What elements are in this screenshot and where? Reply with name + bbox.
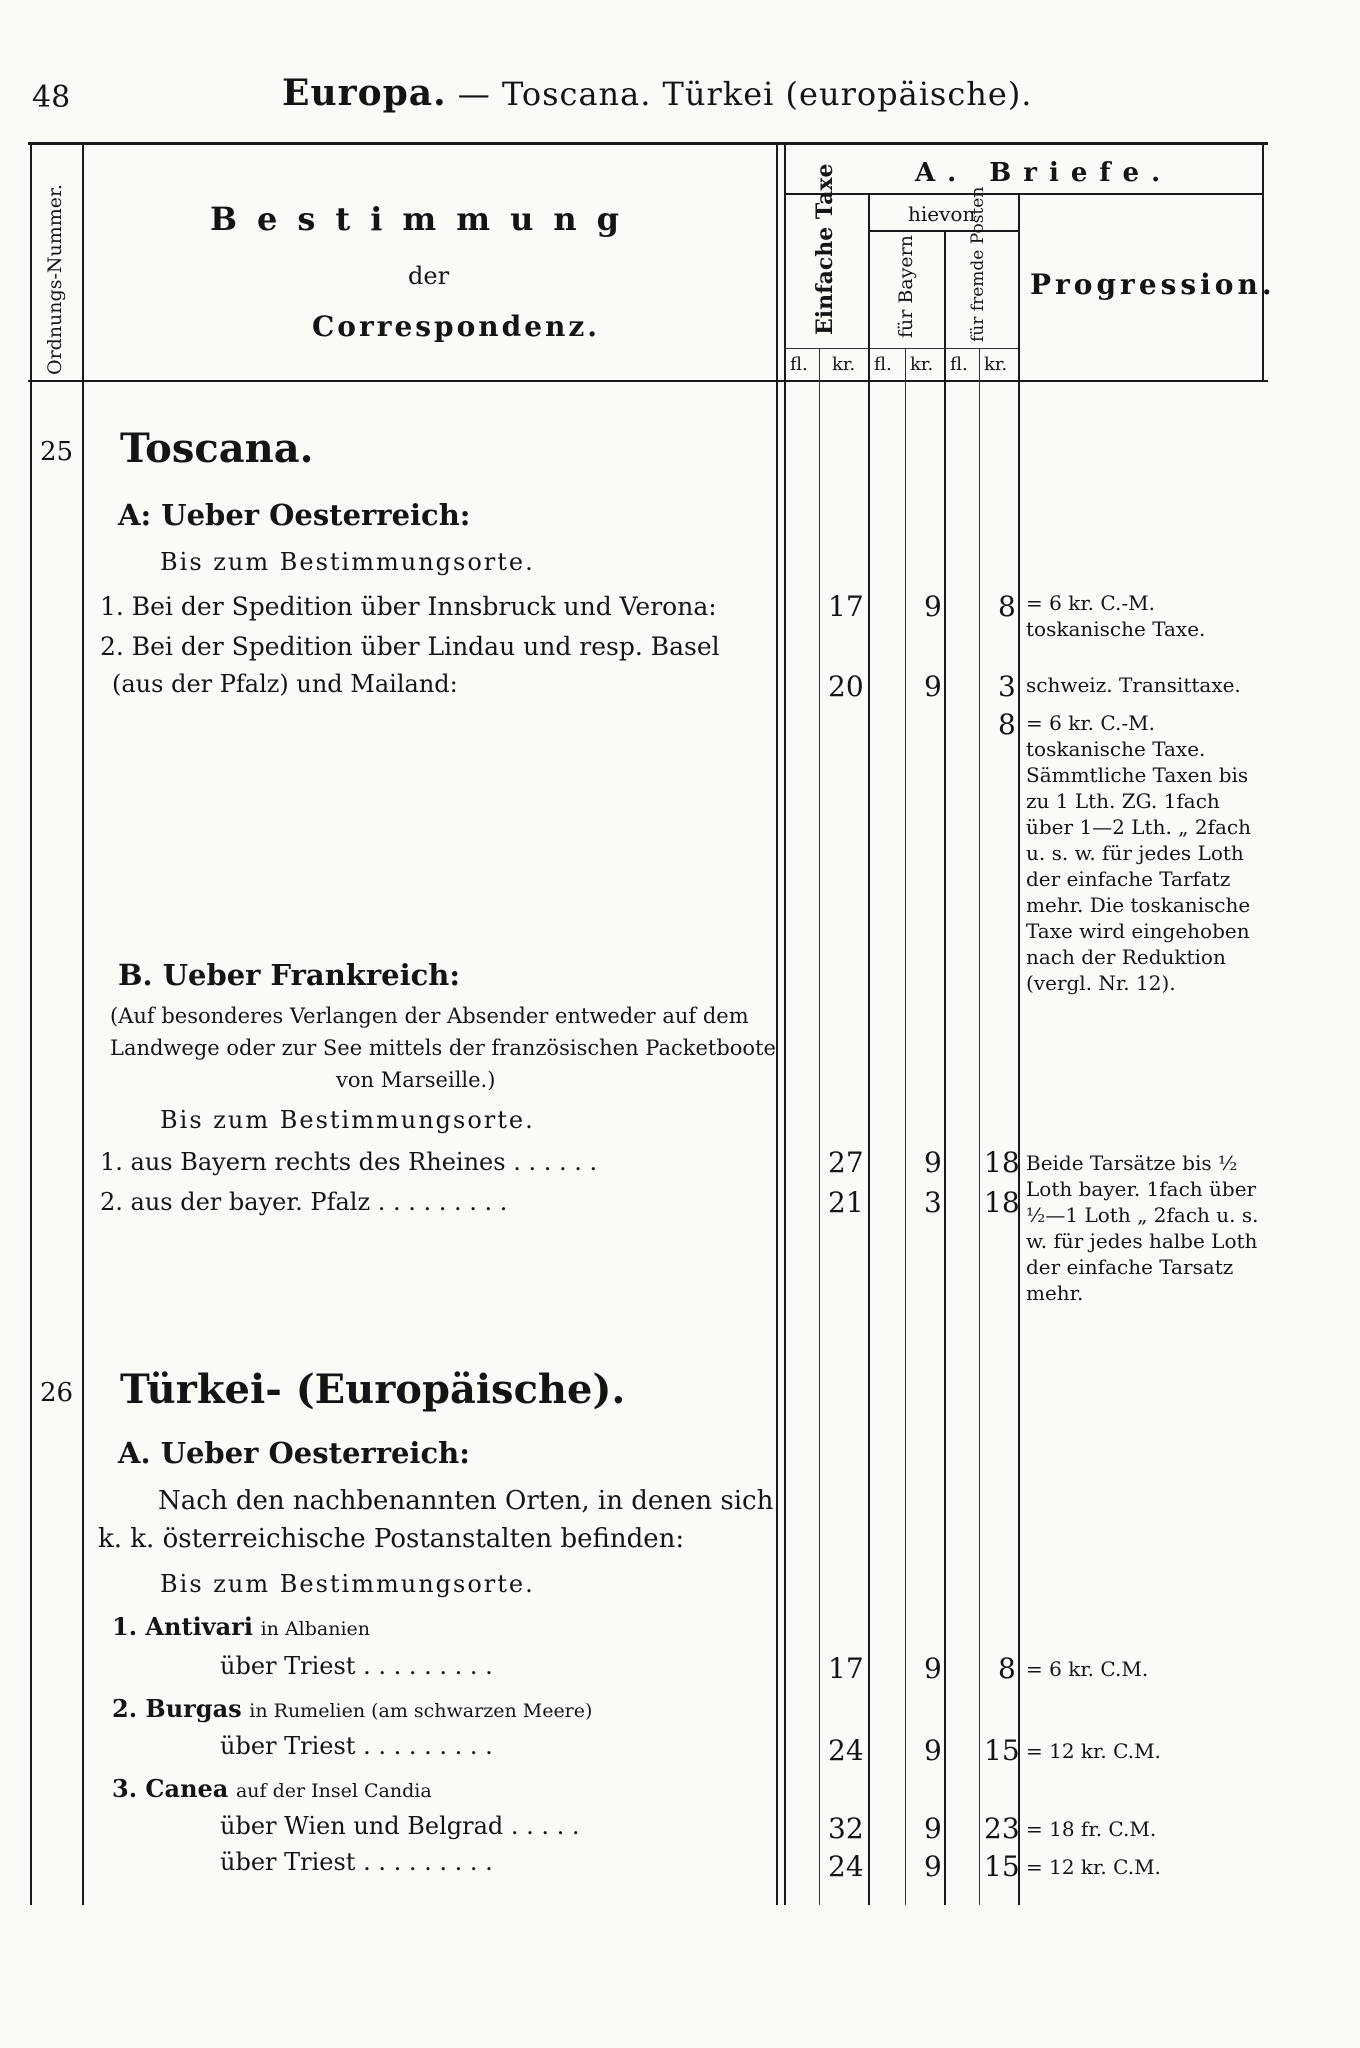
bayern-value: 9	[924, 1850, 942, 1883]
section-heading: B. Ueber Frankreich:	[118, 958, 461, 992]
einfache-taxe-header: Einfache Taxe	[812, 163, 838, 335]
fremde-value: 18	[984, 1146, 1020, 1179]
section-intro: Nach den nachbenannten Orten, in denen sich	[158, 1486, 774, 1516]
entry-number: 25	[40, 437, 74, 467]
fuer-bayern-header: für Bayern	[895, 235, 917, 338]
briefe-rule	[784, 193, 1264, 195]
place-name-text: 1. Antivari	[112, 1612, 253, 1641]
section-note: von Marseille.)	[336, 1068, 496, 1092]
running-head-rest: — Toscana. Türkei (europäische).	[457, 75, 1033, 113]
hievon-rule	[868, 230, 1018, 232]
der-header: der	[408, 262, 450, 290]
section-note: (Auf besonderes Verlangen der Absender entweder auf dem	[110, 1004, 749, 1028]
units-rule	[784, 348, 1018, 349]
fremde-value: 18	[984, 1186, 1020, 1219]
route-label: 2. Bei der Spedition über Lindau und resp. Basel	[100, 632, 720, 661]
bis-zum-bestimmungsorte: Bis zum Bestimmungsorte.	[160, 1106, 535, 1134]
entry-title: Türkei- (Europäische).	[120, 1366, 626, 1413]
ordnungs-nummer-header: Ordnungs-Nummer.	[44, 183, 66, 375]
place-region: in Albanien	[260, 1618, 371, 1640]
einfache-border	[868, 195, 870, 1905]
einfache-taxe-value: 32	[828, 1812, 864, 1845]
section-heading: A. Ueber Oesterreich:	[118, 1436, 470, 1470]
progression-note: = 18 fr. C.M.	[1026, 1817, 1157, 1841]
route-via: über Triest . . . . . . . . .	[220, 1848, 493, 1876]
route-label: 1. aus Bayern rechts des Rheines . . . . . .	[100, 1148, 598, 1176]
running-head	[282, 72, 1032, 114]
fremde-value: 15	[984, 1850, 1020, 1883]
progression-note: Beide Tarsätze bis ½ Loth bayer. 1fach über ½—1 Loth „ 2fach u. s. w. für jedes halbe Loth der einfache Tarsatz mehr.	[1026, 1151, 1259, 1305]
unit-fl: fl.	[790, 354, 808, 375]
bis-zum-bestimmungsorte: Bis zum Bestimmungsorte.	[160, 548, 535, 576]
route-via: über Wien und Belgrad . . . . .	[220, 1812, 580, 1840]
route-label: 2. aus der bayer. Pfalz . . . . . . . . .	[100, 1188, 508, 1216]
desc-col-border-2	[784, 145, 786, 1905]
einfache-taxe-value: 20	[828, 670, 864, 703]
progression-note: schweiz. Transittaxe.	[1026, 673, 1241, 697]
unit-kr: kr.	[910, 354, 934, 375]
einfache-taxe-value: 17	[828, 1652, 864, 1685]
bayern-value: 9	[924, 590, 942, 623]
place-region: in Rumelien (am schwarzen Meere)	[249, 1700, 593, 1722]
page-number: 48	[32, 80, 71, 115]
einfache-taxe-value: 24	[828, 1734, 864, 1767]
unit-kr: kr.	[984, 354, 1008, 375]
fremde-value: 8	[998, 590, 1016, 623]
bayern-fl-border	[905, 348, 906, 1905]
unit-fl: fl.	[950, 354, 968, 375]
fremde-border	[1018, 195, 1020, 1905]
running-head-europa: Europa.	[282, 72, 447, 114]
section-note: Landwege oder zur See mittels der französischen Packetboote	[110, 1036, 776, 1060]
route-via: über Triest . . . . . . . . .	[220, 1652, 493, 1680]
einfache-taxe-value: 24	[828, 1850, 864, 1883]
section-heading: A: Ueber Oesterreich:	[118, 498, 471, 532]
route-label-continued: (aus der Pfalz) und Mailand:	[112, 670, 458, 698]
bayern-value: 9	[924, 1734, 942, 1767]
bayern-value: 9	[924, 670, 942, 703]
place-name-text: 3. Canea	[112, 1774, 229, 1803]
einfache-taxe-value: 27	[828, 1146, 864, 1179]
right-border	[1262, 145, 1264, 380]
desc-col-border	[776, 145, 778, 1905]
fremde-fl-border	[979, 348, 980, 1905]
bis-zum-bestimmungsorte: Bis zum Bestimmungsorte.	[160, 1570, 535, 1598]
bestimmung-header: Bestimmung	[210, 200, 639, 238]
hievon-header: hievon	[908, 202, 976, 226]
fremde-value: 23	[984, 1812, 1020, 1845]
bayern-value: 3	[924, 1186, 942, 1219]
correspondenz-header: Correspondenz.	[312, 310, 601, 343]
unit-fl: fl.	[874, 354, 892, 375]
progression-note: = 6 kr. C.-M. toskanische Taxe.	[1026, 591, 1206, 641]
place-name-text: 2. Burgas	[112, 1694, 242, 1723]
progression-note: = 12 kr. C.M.	[1026, 1855, 1161, 1879]
bayern-border	[944, 232, 946, 1905]
header-bottom-rule	[28, 380, 1268, 382]
route-label: 1. Bei der Spedition über Innsbruck und Verona:	[100, 592, 717, 621]
progression-note: = 12 kr. C.M.	[1026, 1739, 1161, 1763]
bayern-value: 9	[924, 1146, 942, 1179]
section-intro: k. k. österreichische Postanstalten befinden:	[98, 1524, 685, 1554]
progression-header: Progression.	[1030, 268, 1276, 301]
fremde-value: 15	[984, 1734, 1020, 1767]
fremde-value: 8	[998, 1652, 1016, 1685]
fremde-value: 8	[998, 708, 1016, 741]
bayern-value: 9	[924, 1652, 942, 1685]
place-name	[112, 1612, 370, 1641]
place-name	[112, 1694, 592, 1723]
num-col-border	[82, 145, 84, 1905]
unit-kr: kr.	[832, 354, 856, 375]
entry-number: 26	[40, 1378, 74, 1408]
progression-note: = 6 kr. C.M.	[1026, 1657, 1149, 1681]
entry-title: Toscana.	[120, 425, 314, 472]
top-rule	[28, 142, 1268, 145]
einfache-taxe-value: 17	[828, 590, 864, 623]
bayern-value: 9	[924, 1812, 942, 1845]
einfache-taxe-value: 21	[828, 1186, 864, 1219]
place-region: auf der Insel Candia	[235, 1780, 432, 1802]
fremde-value: 3	[998, 670, 1016, 703]
fuer-fremde-posten-header: für fremde Posten	[968, 186, 988, 342]
left-border	[30, 145, 32, 1905]
briefe-header: A. Briefe.	[915, 158, 1173, 188]
progression-note: = 6 kr. C.-M. toskanische Taxe. Sämmtliche Taxen bis zu 1 Lth. ZG. 1fach über 1—2 Lth. „ 2fach u. s. w. für jedes Loth der einfache Tarfatz mehr. Die toskanische Taxe wird eingehoben nach der Reduktion (vergl. Nr. 12).	[1026, 711, 1252, 995]
place-name	[112, 1774, 432, 1803]
einfache-fl-border	[819, 348, 820, 1905]
route-via: über Triest . . . . . . . . .	[220, 1732, 493, 1760]
